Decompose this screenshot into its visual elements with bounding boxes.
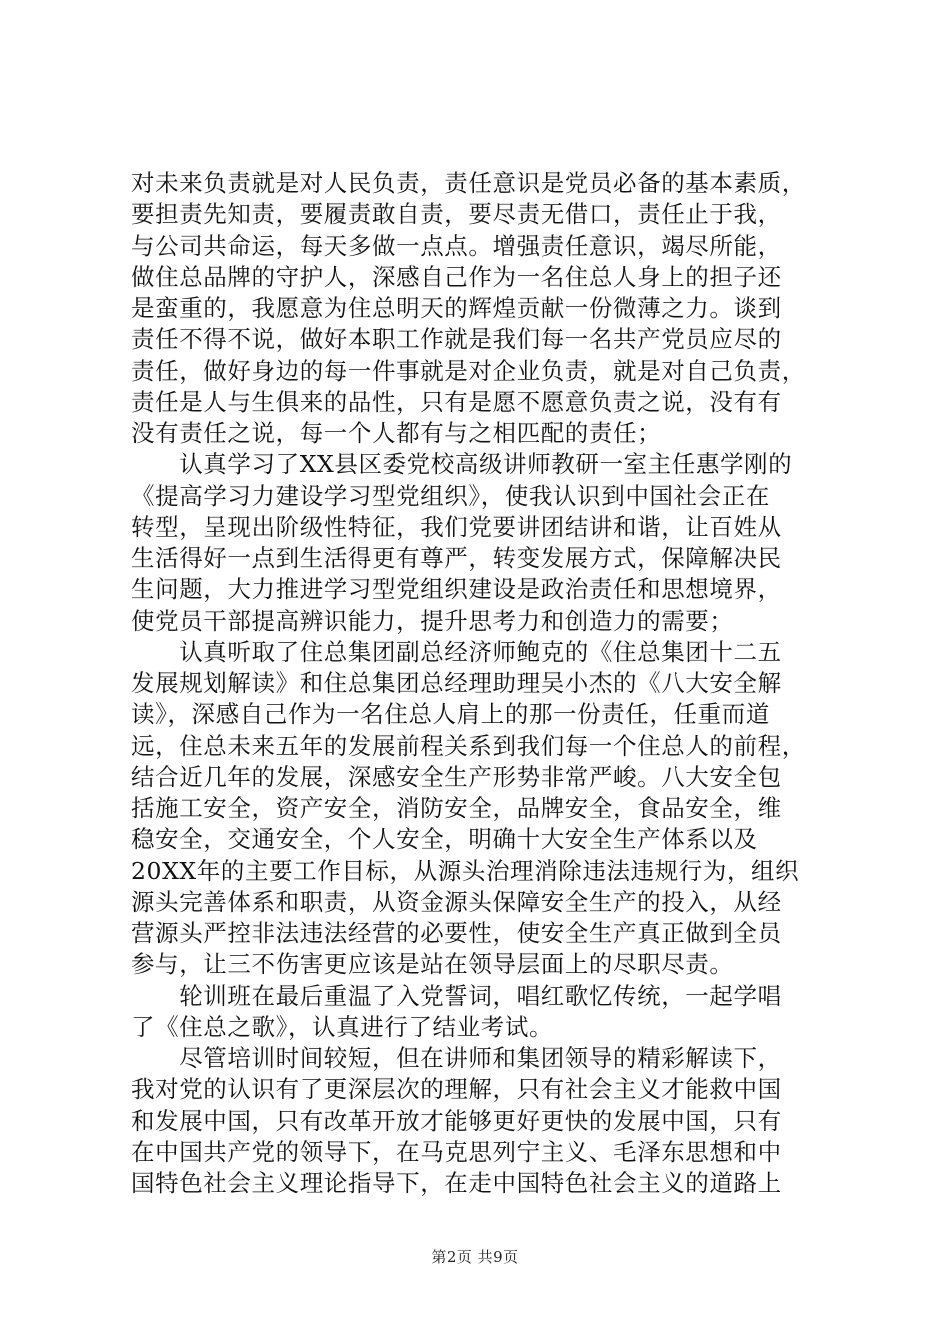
text-line: 读》，深感自己作为一名住总人肩上的那一份责任，任重而道 [131, 700, 770, 729]
text-line: 尽管培训时间较短，但在讲师和集团领导的精彩解读下， [131, 1044, 782, 1072]
text-line: 国特色社会主义理论指导下，在走中国特色社会主义的道路上 [131, 1169, 782, 1197]
text-line: 使党员干部提高辨识能力，提升思考力和创造力的需要； [131, 606, 734, 635]
text-line: 了《住总之歌》，认真进行了结业考试。 [131, 1012, 554, 1041]
text-line: 发展规划解读》和住总集团总经理助理吴小杰的《八大安全解 [131, 669, 782, 697]
text-line: 责任是人与生俱来的品性，只有是愿不愿意负责之说，没有有 [131, 387, 782, 416]
text-line: 《提高学习力建设学习型党组织》，使我认识到中国社会正在 [131, 481, 770, 510]
text-line: 远，住总未来五年的发展前程关系到我们每一个住总人的前程， [131, 731, 806, 760]
text-line: 源头完善体系和职责，从资金源头保障安全生产的投入，从经 [131, 887, 782, 916]
text-line: 生问题，大力推进学习型党组织建设是政治责任和思想境界， [131, 575, 782, 604]
text-line: 轮训班在最后重温了入党誓词，唱红歌忆传统，一起学唱 [131, 981, 782, 1010]
text-line: 我对党的认识有了更深层次的理解，只有社会主义才能救中国 [131, 1075, 782, 1104]
text-line: 没有责任之说，每一个人都有与之相匹配的责任； [131, 419, 662, 447]
text-line: 要担责先知责，要履责敢自责，要尽责无借口，责任止于我， [131, 200, 782, 229]
text-line: 生活得好一点到生活得更有尊严，转变发展方式，保障解决民 [131, 544, 782, 572]
text-line: 认真听取了住总集团副总经济师鲍克的《住总集团十二五 [131, 637, 782, 666]
text-line: 责任，做好身边的每一件事就是对企业负责，就是对自己负责， [131, 356, 806, 385]
text-line: 与公司共命运，每天多做一点点。增强责任意识，竭尽所能， [131, 231, 782, 260]
body-text [131, 168, 831, 1199]
text-line: 在中国共产党的领导下，在马克思列宁主义、毛泽东思想和中 [131, 1137, 782, 1166]
text-line: 结合近几年的发展，深感安全生产形势非常严峻。八大安全包 [131, 762, 782, 791]
text-line: 转型，呈现出阶级性特征，我们党要讲团结讲和谐，让百姓从 [131, 512, 782, 541]
text-line: 做住总品牌的守护人，深感自己作为一名住总人身上的担子还 [131, 262, 782, 291]
text-line: 是蛮重的，我愿意为住总明天的辉煌贡献一份微薄之力。谈到 [131, 294, 782, 322]
text-line: 括施工安全，资产安全，消防安全，品牌安全，食品安全，维 [131, 794, 782, 822]
text-line: 责任不得不说，做好本职工作就是我们每一名共产党员应尽的 [131, 325, 782, 354]
text-line: 和发展中国，只有改革开放才能够更好更快的发展中国，只有 [131, 1106, 782, 1135]
text-line: 对未来负责就是对人民负责，责任意识是党员必备的基本素质， [131, 169, 806, 197]
text-line: 认真学习了XX县区委党校高级讲师教研一室主任惠学刚的 [131, 450, 793, 479]
page-number-footer: 第2页 共9页 [431, 1248, 519, 1266]
text-line: 参与，让三不伤害更应该是站在领导层面上的尽职尽责。 [131, 950, 734, 979]
text-line: 20XX年的主要工作目标，从源头治理消除违法违规行为，组织 [131, 856, 800, 885]
text-line: 稳安全，交通安全，个人安全，明确十大安全生产体系以及 [131, 825, 758, 854]
text-line: 营源头严控非法违法经营的必要性，使安全生产真正做到全员 [131, 919, 782, 947]
